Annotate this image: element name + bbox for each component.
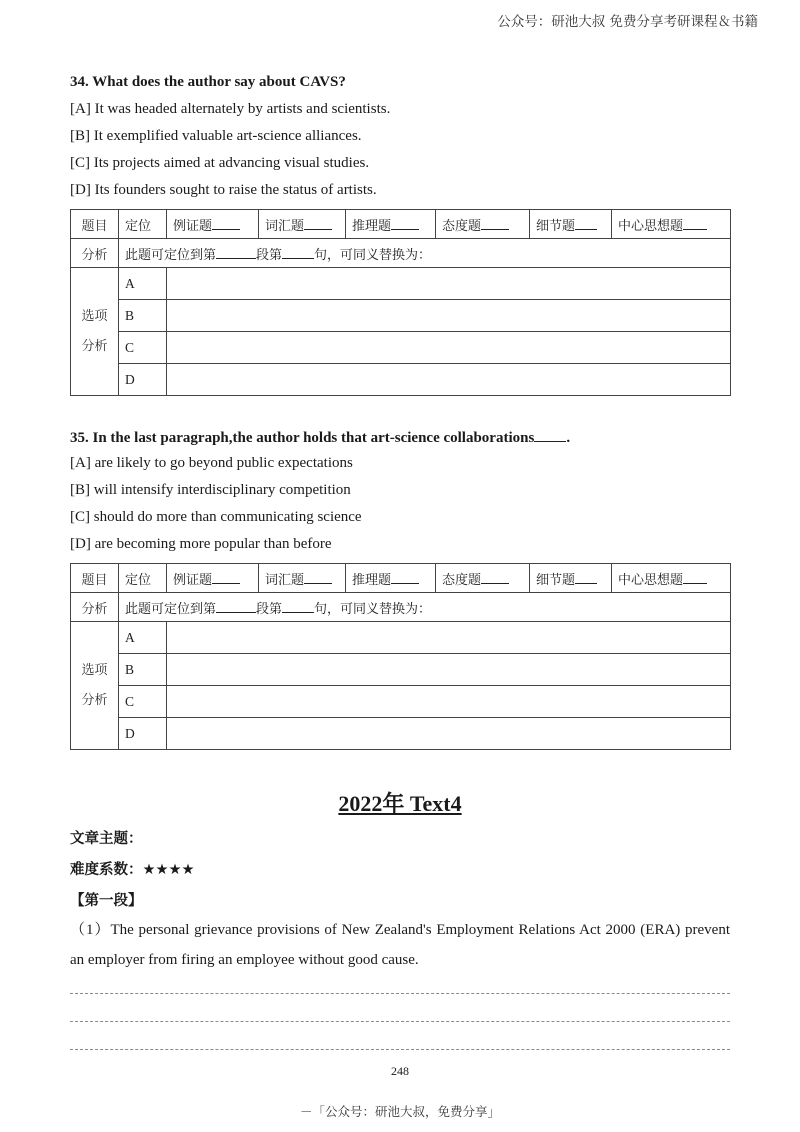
q34-option-a: [A] It was headed alternately by artists and scientists. <box>70 101 391 117</box>
type-inference-blank[interactable] <box>391 216 419 230</box>
footer-note: －「公众号：研池大叔，免费分享」 <box>299 1104 500 1119</box>
option-d-answer[interactable] <box>167 718 731 750</box>
option-c-answer[interactable] <box>167 332 731 364</box>
option-letter-a: A <box>119 622 167 654</box>
type-main-idea[interactable] <box>612 564 731 593</box>
type-inference[interactable] <box>346 564 436 593</box>
type-main-idea-blank[interactable] <box>683 216 707 230</box>
type-attitude[interactable] <box>436 564 530 593</box>
paragraph-blank[interactable] <box>216 245 256 259</box>
type-inference[interactable] <box>346 210 436 239</box>
option-analysis-label <box>71 622 119 750</box>
difficulty-row <box>70 858 195 879</box>
writing-line-1[interactable] <box>70 993 730 994</box>
option-label-2: 分析 <box>81 692 108 708</box>
option-letter-a: A <box>119 268 167 300</box>
locate-prefix: 此题可定位到第 <box>125 601 217 617</box>
type-main-idea-blank[interactable] <box>683 570 707 584</box>
type-inference-label: 推理题 <box>352 572 392 588</box>
option-letter-b: B <box>119 300 167 332</box>
q34-option-d: [D] Its founders sought to raise the status of artists. <box>70 182 377 198</box>
locate-mid: 段第 <box>256 601 283 617</box>
type-attitude-blank[interactable] <box>481 216 509 230</box>
type-locate: 定位 <box>119 210 167 239</box>
type-example-label: 例证题 <box>173 572 213 588</box>
option-c-answer[interactable] <box>167 686 731 718</box>
q34-option-c: [C] Its projects aimed at advancing visual studies. <box>70 155 370 171</box>
option-letter-d: D <box>119 718 167 750</box>
locate-line[interactable] <box>119 239 731 268</box>
type-detail-blank[interactable] <box>575 216 597 230</box>
q35-option-b: [B] will intensify interdisciplinary competition <box>70 482 351 498</box>
section-heading: 2022年 Text4 <box>338 791 462 816</box>
type-vocab[interactable] <box>259 564 346 593</box>
locate-suffix: 句，可同义替换为： <box>314 601 432 617</box>
q35-option-a: [A] are likely to go beyond public expectations <box>70 455 353 471</box>
writing-line-2[interactable] <box>70 1021 730 1022</box>
q35-title-text: 35. In the last paragraph,the author holds that art-science collaborations <box>70 430 535 446</box>
type-detail[interactable] <box>530 564 612 593</box>
type-inference-blank[interactable] <box>391 570 419 584</box>
option-a-answer[interactable] <box>167 622 731 654</box>
option-letter-c: C <box>119 332 167 364</box>
q35-title-end: . <box>566 430 571 446</box>
type-example-label: 例证题 <box>173 218 213 234</box>
option-b-answer[interactable] <box>167 300 731 332</box>
q35-option-c: [C] should do more than communicating science <box>70 509 362 525</box>
type-attitude-blank[interactable] <box>481 570 509 584</box>
analysis-label: 分析 <box>71 239 119 268</box>
paragraph-1-label: 【第一段】 <box>70 893 143 909</box>
page-number: 248 <box>391 1064 409 1078</box>
sentence-blank[interactable] <box>282 599 314 613</box>
type-main-idea[interactable] <box>612 210 731 239</box>
question-35-title <box>70 428 570 447</box>
q35-option-d: [D] are becoming more popular than before <box>70 536 332 552</box>
locate-line[interactable] <box>119 593 731 622</box>
option-label-2: 分析 <box>81 338 108 354</box>
locate-mid: 段第 <box>256 247 283 263</box>
type-attitude-label: 态度题 <box>442 572 482 588</box>
writing-line-3[interactable] <box>70 1049 730 1050</box>
type-main-idea-label: 中心思想题 <box>618 572 684 588</box>
option-d-answer[interactable] <box>167 364 731 396</box>
question-34-title: 34. What does the author say about CAVS? <box>70 74 346 90</box>
q35-analysis-table <box>70 563 731 750</box>
option-letter-c: C <box>119 686 167 718</box>
type-detail-label: 细节题 <box>536 218 576 234</box>
type-example-blank[interactable] <box>212 570 240 584</box>
option-analysis-label <box>71 268 119 396</box>
type-vocab-blank[interactable] <box>304 216 332 230</box>
type-attitude-label: 态度题 <box>442 218 482 234</box>
option-label-1: 选项 <box>81 308 108 324</box>
locate-suffix: 句，可同义替换为： <box>314 247 432 263</box>
type-vocab-blank[interactable] <box>304 570 332 584</box>
q34-analysis-table <box>70 209 731 396</box>
header-note: 公众号：研池大叔 免费分享考研课程＆书籍 <box>497 14 758 30</box>
type-inference-label: 推理题 <box>352 218 392 234</box>
paragraph-blank[interactable] <box>216 599 256 613</box>
topic-label: 题目 <box>71 210 119 239</box>
type-vocab-label: 词汇题 <box>265 572 305 588</box>
type-main-idea-label: 中心思想题 <box>618 218 684 234</box>
paragraph-1-text: （1）The personal grievance provisions of New Zealand's Employment Relations Act 2000 (ERA) prevent an employer from firing an employee without good cause. <box>70 922 730 968</box>
locate-prefix: 此题可定位到第 <box>125 247 217 263</box>
type-detail-label: 细节题 <box>536 572 576 588</box>
type-example-blank[interactable] <box>212 216 240 230</box>
topic-label: 题目 <box>71 564 119 593</box>
difficulty-stars: ★★★★ <box>142 862 195 878</box>
q35-title-blank[interactable] <box>534 428 566 442</box>
analysis-label: 分析 <box>71 593 119 622</box>
type-example[interactable] <box>167 210 259 239</box>
option-a-answer[interactable] <box>167 268 731 300</box>
type-vocab[interactable] <box>259 210 346 239</box>
type-locate: 定位 <box>119 564 167 593</box>
theme-label: 文章主题： <box>70 831 143 847</box>
option-letter-b: B <box>119 654 167 686</box>
type-detail[interactable] <box>530 210 612 239</box>
option-label-1: 选项 <box>81 662 108 678</box>
option-letter-d: D <box>119 364 167 396</box>
q34-option-b: [B] It exemplified valuable art-science alliances. <box>70 128 362 144</box>
type-example[interactable] <box>167 564 259 593</box>
difficulty-label: 难度系数： <box>70 862 143 878</box>
sentence-blank[interactable] <box>282 245 314 259</box>
type-vocab-label: 词汇题 <box>265 218 305 234</box>
type-detail-blank[interactable] <box>575 570 597 584</box>
type-attitude[interactable] <box>436 210 530 239</box>
option-b-answer[interactable] <box>167 654 731 686</box>
